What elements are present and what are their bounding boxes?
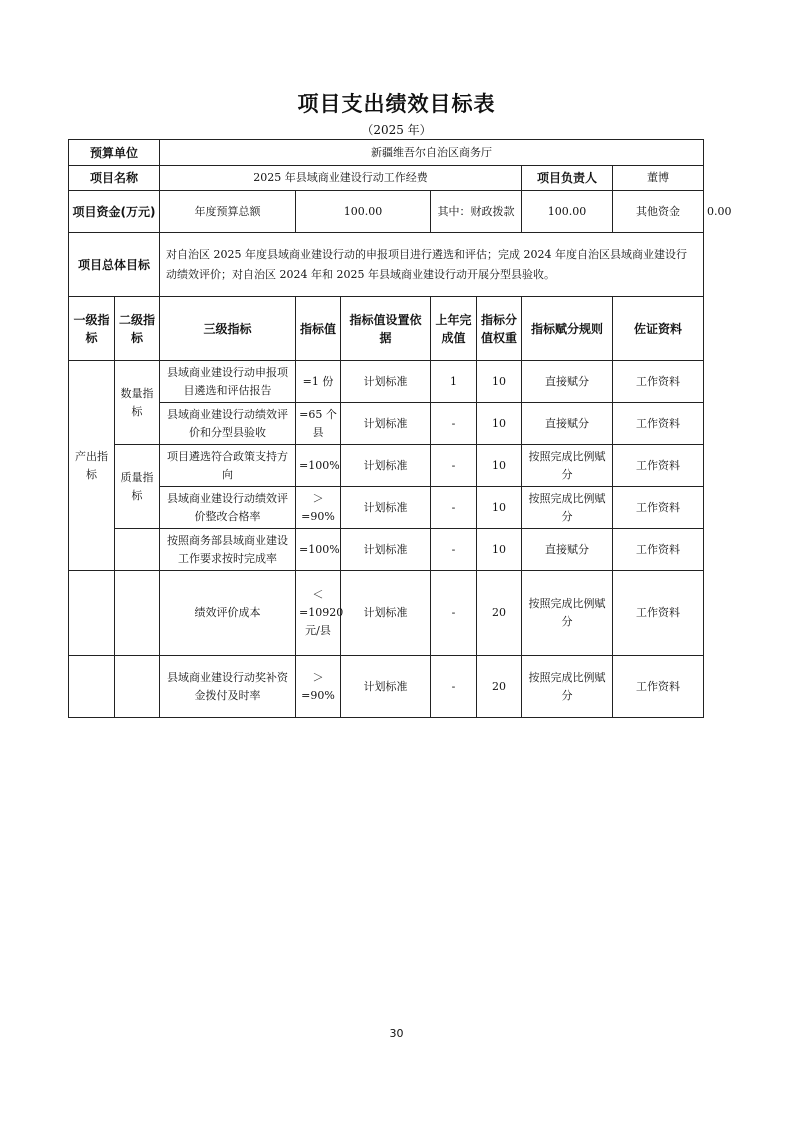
header-level2: 二级指标 xyxy=(115,297,160,361)
funds-label: 项目资金(万元) xyxy=(69,191,160,233)
level1-output-cell: 产出指标 xyxy=(69,361,115,571)
indicator-name: 县域商业建设行动申报项目遴选和评估报告 xyxy=(160,361,296,403)
fiscal-label: 其中：财政拨款 xyxy=(431,191,522,233)
indicator-basis: 计划标准 xyxy=(341,361,431,403)
indicator-rule: 按照完成比例赋分 xyxy=(522,656,613,718)
indicator-name: 县域商业建设行动奖补资金拨付及时率 xyxy=(160,656,296,718)
page-number: 30 xyxy=(389,1027,404,1040)
indicator-basis: 计划标准 xyxy=(341,487,431,529)
header-value: 指标值 xyxy=(296,297,341,361)
indicator-basis: 计划标准 xyxy=(341,403,431,445)
performance-target-table xyxy=(68,139,732,718)
indicator-evidence: 工作资料 xyxy=(613,571,704,656)
header-level1: 一级指标 xyxy=(69,297,115,361)
level1-empty-cell xyxy=(69,656,115,718)
indicator-rule: 按照完成比例赋分 xyxy=(522,445,613,487)
indicator-last-year: - xyxy=(431,656,477,718)
indicator-evidence: 工作资料 xyxy=(613,656,704,718)
fiscal-value: 100.00 xyxy=(522,191,613,233)
indicator-rule: 按照完成比例赋分 xyxy=(522,487,613,529)
indicator-last-year: - xyxy=(431,529,477,571)
header-level3: 三级指标 xyxy=(160,297,296,361)
indicator-evidence: 工作资料 xyxy=(613,529,704,571)
table-row xyxy=(69,445,704,487)
goal-text: 对自治区 2025 年度县域商业建设行动的申报项目进行遴选和评估；完成 2024 年度自治区县域商业建设行动绩效评价；对自治区 2024 年和 2025 年县域商业建设行动开展分型县验收。 xyxy=(160,233,704,297)
indicator-name: 县域商业建设行动绩效评价整改合格率 xyxy=(160,487,296,529)
project-name-value: 2025 年县域商业建设行动工作经费 xyxy=(160,166,522,191)
indicator-score: 20 xyxy=(477,571,522,656)
indicator-rule: 直接赋分 xyxy=(522,361,613,403)
indicator-value: =100% xyxy=(296,529,341,571)
indicator-evidence: 工作资料 xyxy=(613,403,704,445)
indicator-last-year: - xyxy=(431,487,477,529)
total-budget-value: 100.00 xyxy=(296,191,431,233)
indicator-value: =100% xyxy=(296,445,341,487)
table-row xyxy=(69,571,704,656)
level2-quantity-cell: 数量指标 xyxy=(115,361,160,445)
indicator-score: 10 xyxy=(477,445,522,487)
goal-row xyxy=(69,233,704,297)
table-row xyxy=(69,403,704,445)
indicator-value: ＞=90% xyxy=(296,656,341,718)
funds-row: 项目资金(万元) 年度预算总额 100.00 其中：财政拨款 100.00 其他资金 0.00 xyxy=(69,191,704,233)
indicator-value: =65 个县 xyxy=(296,403,341,445)
indicator-value: ＜=10920 元/县 xyxy=(296,571,341,656)
header-score: 指标分值权重 xyxy=(477,297,522,361)
indicator-evidence: 工作资料 xyxy=(613,445,704,487)
indicator-basis: 计划标准 xyxy=(341,656,431,718)
header-last-year: 上年完成值 xyxy=(431,297,477,361)
level2-empty-cell xyxy=(115,529,160,571)
indicator-score: 20 xyxy=(477,656,522,718)
manager-label: 项目负责人 xyxy=(522,166,613,191)
indicator-score: 10 xyxy=(477,361,522,403)
indicator-name: 绩效评价成本 xyxy=(160,571,296,656)
indicator-name: 按照商务部县域商业建设工作要求按时完成率 xyxy=(160,529,296,571)
indicator-last-year: - xyxy=(431,403,477,445)
indicator-evidence: 工作资料 xyxy=(613,361,704,403)
indicator-rule: 直接赋分 xyxy=(522,403,613,445)
unit-value: 新疆维吾尔自治区商务厅 xyxy=(160,140,704,166)
header-rule: 指标赋分规则 xyxy=(522,297,613,361)
table-row xyxy=(69,361,704,403)
indicator-name: 县域商业建设行动绩效评价和分型县验收 xyxy=(160,403,296,445)
indicator-score: 10 xyxy=(477,487,522,529)
indicator-score: 10 xyxy=(477,529,522,571)
table-row xyxy=(69,529,704,571)
indicator-basis: 计划标准 xyxy=(341,571,431,656)
indicator-name: 项目遴选符合政策支持方向 xyxy=(160,445,296,487)
header-row xyxy=(69,297,704,361)
indicator-evidence: 工作资料 xyxy=(613,487,704,529)
other-funds-label: 其他资金 xyxy=(636,204,681,218)
indicator-rule: 按照完成比例赋分 xyxy=(522,571,613,656)
indicator-rule: 直接赋分 xyxy=(522,529,613,571)
indicator-value: =1 份 xyxy=(296,361,341,403)
project-name-row xyxy=(69,166,704,191)
indicator-basis: 计划标准 xyxy=(341,529,431,571)
level2-empty-cell xyxy=(115,571,160,656)
project-name-label: 项目名称 xyxy=(69,166,160,191)
indicator-value: ＞=90% xyxy=(296,487,341,529)
level1-empty-cell xyxy=(69,571,115,656)
total-budget-label: 年度预算总额 xyxy=(160,191,296,233)
page-title: 项目支出绩效目标表 xyxy=(297,92,496,116)
unit-label: 预算单位 xyxy=(69,140,160,166)
level2-empty-cell xyxy=(115,656,160,718)
indicator-last-year: - xyxy=(431,445,477,487)
table-row xyxy=(69,487,704,529)
indicator-score: 10 xyxy=(477,403,522,445)
manager-value: 董博 xyxy=(613,166,704,191)
indicator-last-year: 1 xyxy=(431,361,477,403)
header-basis: 指标值设置依据 xyxy=(341,297,431,361)
year-subtitle: （2025 年） xyxy=(361,123,432,137)
indicator-basis: 计划标准 xyxy=(341,445,431,487)
other-funds-cell xyxy=(613,191,704,233)
header-evidence: 佐证资料 xyxy=(613,297,704,361)
unit-row xyxy=(69,140,704,166)
table-row xyxy=(69,656,704,718)
indicator-last-year: - xyxy=(431,571,477,656)
goal-label: 项目总体目标 xyxy=(69,233,160,297)
level2-quality-cell: 质量指标 xyxy=(115,445,160,529)
